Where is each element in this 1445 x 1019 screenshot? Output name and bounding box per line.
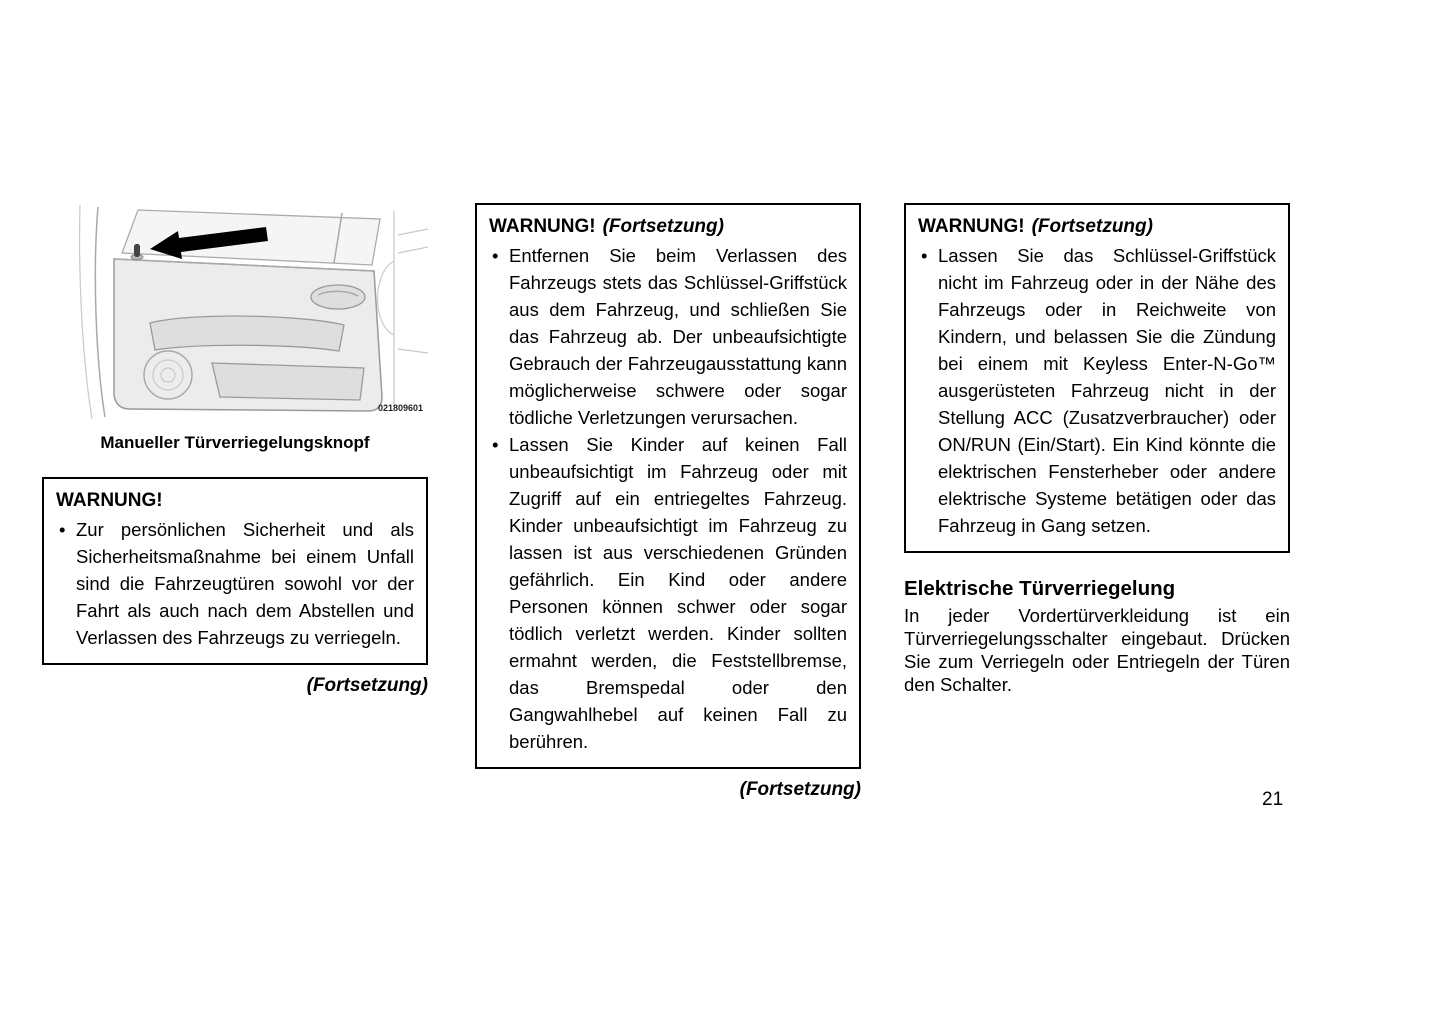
warning-bullet-list — [56, 516, 414, 651]
section-body: In jeder Vordertürverkleidung ist ein Türverriegelungsschalter eingebaut. Drücken Sie zum Verriegeln oder Entriegeln der Türen den Schalter. — [904, 605, 1290, 695]
continuation-note-left: (Fortsetzung) — [306, 675, 428, 696]
warning-bullet: • Entfernen Sie beim Verlassen des Fahrzeugs stets das Schlüssel-Griffstück aus dem Fahrzeug, und schließen Sie das Fahrzeug ab. Der unbeaufsichtigte Gebrauch der Fahrzeugausstattung kann möglicherweise schwere oder sogar tödliche Verletzungen verursachen. — [489, 242, 847, 431]
door-illustration — [42, 203, 428, 421]
dash-lines — [398, 229, 428, 353]
car-body-edge — [80, 205, 92, 419]
page-number: 21 — [1262, 789, 1284, 810]
warning-title — [56, 487, 414, 514]
seat-outline — [378, 261, 395, 335]
armrest — [150, 316, 344, 351]
column-right — [904, 203, 1290, 696]
column-left — [42, 203, 428, 697]
warning-bullet: • Lassen Sie Kinder auf keinen Fall unbeaufsichtigt im Fahrzeug oder mit Zugriff auf ein entriegeltes Fahrzeug. Kinder unbeaufsichtigt im Fahrzeug zu lassen ist aus verschiedenen Gründen gefährlich. Ein Kind oder andere Personen können schwer oder sogar tödlich verletzt werden. Kinder sollten ermahnt werden, die Feststellbremse, das Bremspedal oder den Gangwahlhebel auf keinen Fall zu berühren. — [489, 431, 847, 755]
warning-title-text: WARNUNG! — [489, 216, 596, 237]
warning-bullet: • Lassen Sie das Schlüssel-Griffstück nicht im Fahrzeug oder in der Nähe des Fahrzeugs oder in Reichweite von Kindern, und belassen Sie die Zündung bei einem mit Keyless Enter-N-Go™ ausgerüsteten Fahrzeug nicht in der Stellung ACC (Zusatzverbraucher) oder ON/RUN (Ein/Start). Ein Kind könnte die elektrischen Fensterheber oder andere elektrische Systeme betätigen oder das Fahrzeug in Gang setzen. — [918, 242, 1276, 539]
continuation-note-middle: (Fortsetzung) — [739, 779, 861, 800]
warning-bullet: • Zur persönlichen Sicherheit und als Sicherheitsmaßnahme bei einem Unfall sind die Fahrzeugtüren sowohl vor der Fahrt als auch nach dem Abstellen und Verlassen des Fahrzeugs zu verriegeln. — [56, 516, 414, 651]
door-frame-edge — [95, 207, 105, 417]
warning-box-middle — [475, 203, 861, 769]
warning-title-text: WARNUNG! — [918, 216, 1025, 237]
warning-bullet-list — [918, 242, 1276, 539]
warning-bullet-list — [489, 242, 847, 755]
warning-title-suffix: (Fortsetzung) — [1031, 216, 1153, 237]
map-pocket — [212, 363, 364, 400]
column-middle — [475, 203, 861, 801]
warning-title-suffix: (Fortsetzung) — [602, 216, 724, 237]
warning-title-text: WARNUNG! — [56, 490, 163, 511]
image-code: 021809601 — [377, 403, 423, 413]
warning-title — [489, 213, 847, 240]
lock-knob — [134, 244, 140, 257]
warning-title — [918, 213, 1276, 240]
illustration-caption: Manueller Türverriegelungsknopf — [100, 433, 370, 452]
section-heading: Elektrische Türverriegelung — [904, 577, 1176, 600]
warning-box-left — [42, 477, 428, 665]
door-handle-recess — [311, 285, 365, 309]
warning-box-right — [904, 203, 1290, 553]
